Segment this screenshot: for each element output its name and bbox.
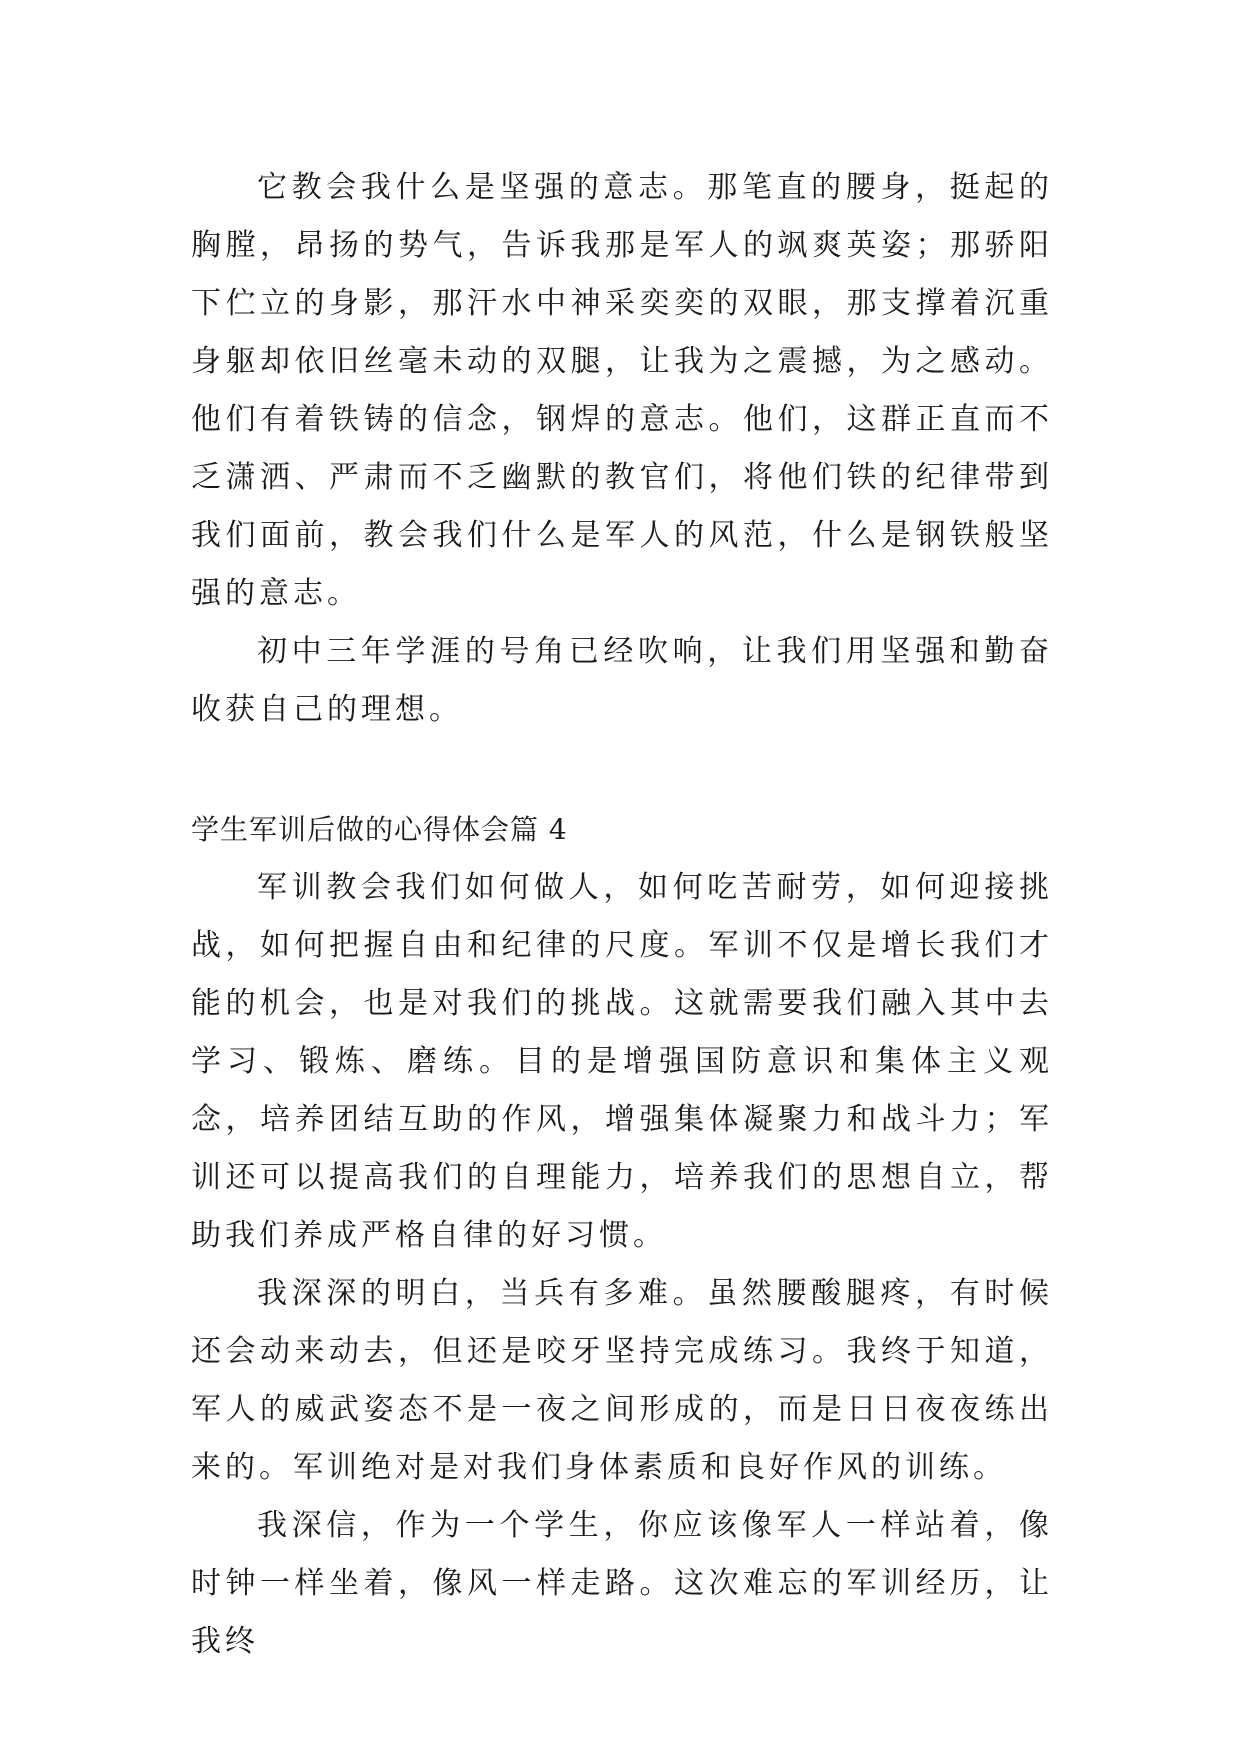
paragraph: 我深深的明白，当兵有多难。虽然腰酸腿疼，有时候还会动来动去，但还是咬牙坚持完成练习。我终于知道，军人的威武姿态不是一夜之间形成的，而是日日夜夜练出来的。军训绝对是对我们身体素质和良好作风的训练。 [191, 1276, 1053, 1485]
paragraph: 它教会我什么是坚强的意志。那笔直的腰身，挺起的胸膛，昂扬的势气，告诉我那是军人的飒爽英姿；那骄阳下伫立的身影，那汗水中神采奕奕的双眼，那支撑着沉重身躯却依旧丝毫未动的双腿，让我为之震撼，为之感动。他们有着铁铸的信念，钢焊的意志。他们，这群正直而不乏潇洒、严肃而不乏幽默的教官们，将他们铁的纪律带到我们面前，教会我们什么是军人的风范，什么是钢铁般坚强的意志。 [191, 170, 1053, 611]
paragraph: 我深信，作为一个学生，你应该像军人一样站着，像时钟一样坐着，像风一样走路。这次难忘的军训经历，让我终 [191, 1508, 1053, 1659]
paragraph: 军训教会我们如何做人，如何吃苦耐劳，如何迎接挑战，如何把握自由和纪律的尺度。军训不仅是增长我们才能的机会，也是对我们的挑战。这就需要我们融入其中去学习、锻炼、磨练。目的是增强国防意识和集体主义观念，培养团结互助的作风，增强集体凝聚力和战斗力；军训还可以提高我们的自理能力，培养我们的思想自立，帮助我们养成严格自律的好习惯。 [191, 870, 1053, 1253]
document-body [191, 159, 1053, 1671]
paragraph: 初中三年学涯的号角已经吹响，让我们用坚强和勤奋收获自己的理想。 [191, 634, 1053, 727]
section-heading: 学生军训后做的心得体会篇 4 [191, 813, 568, 846]
